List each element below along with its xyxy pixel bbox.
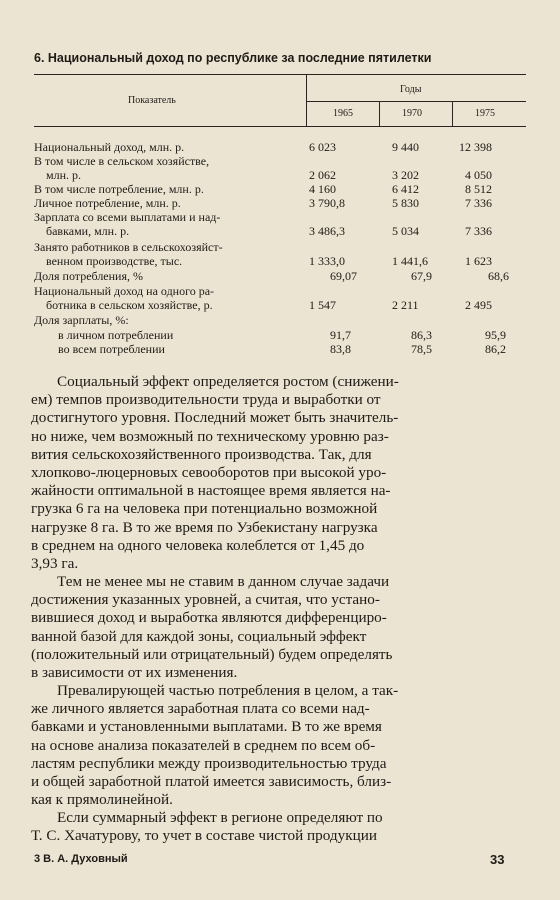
text-line: Тем не менее мы не ставим в данном случае задачи xyxy=(57,573,390,590)
cell-1970: 2 211 xyxy=(392,298,419,312)
cell-1975: 7 336 xyxy=(465,224,492,238)
text-line: Социальный эффект определяется ростом (снижени- xyxy=(57,373,399,390)
text-line: достигнутого уровня. Последний может быть значитель- xyxy=(31,409,399,427)
text-line: кая к прямолинейной. xyxy=(31,791,173,809)
row-label-cont: венном производстве, тыс. xyxy=(46,254,183,268)
page-number: 33 xyxy=(490,852,505,867)
text-line: Если суммарный эффект в регионе определяют по xyxy=(57,809,383,826)
row-label-cont: ботника в сельском хозяйстве, р. xyxy=(46,298,213,312)
cell-1970: 9 440 xyxy=(392,140,419,154)
cell-1975: 1 623 xyxy=(465,254,492,268)
signature-mark: 3 В. А. Духовный xyxy=(34,853,128,865)
text-line: же личного является заработная плата со всеми над- xyxy=(31,700,370,718)
cell-1965: 3 790,8 xyxy=(309,196,345,210)
cell-1965: 1 547 xyxy=(309,298,336,312)
cell-1975: 95,9 xyxy=(485,328,506,342)
row-label: в личном потреблении xyxy=(58,328,174,342)
cell-1965: 4 160 xyxy=(309,182,336,196)
text-line: (положительный или отрицательный) будем определять xyxy=(31,645,393,663)
row-label: Занято работников в сельскохозяйст- xyxy=(34,240,223,254)
header-divider-2 xyxy=(379,101,380,126)
row-label: Личное потребление, млн. р. xyxy=(34,196,181,210)
cell-1975: 8 512 xyxy=(465,182,492,196)
row-label: Национальный доход на одного ра- xyxy=(34,284,215,298)
table-top-rule xyxy=(34,74,526,75)
table-title: 6. Национальный доход по республике за последние пятилетки xyxy=(34,51,432,65)
row-label: Национальный доход, млн. р. xyxy=(34,140,185,154)
cell-1970: 5 830 xyxy=(392,196,419,210)
cell-1965: 6 023 xyxy=(309,140,336,154)
header-years: Годы xyxy=(400,84,422,95)
row-label: В том числе в сельском хозяйстве, xyxy=(34,154,210,168)
text-line: достижения указанных уровней, а считая, что устано- xyxy=(31,591,380,609)
cell-1975: 68,6 xyxy=(488,269,509,283)
header-divider-3 xyxy=(452,101,453,126)
cell-1965: 1 333,0 xyxy=(309,254,345,268)
cell-1970: 1 441,6 xyxy=(392,254,428,268)
text-line: 3,93 га. xyxy=(31,555,79,573)
text-line: но ниже, чем возможный по техническому уровню раз- xyxy=(31,427,389,445)
row-label: Доля зарплаты, %: xyxy=(34,313,129,327)
text-line: в среднем на одного человека колеблется от 1,45 до xyxy=(31,536,365,554)
row-label: В том числе потребление, млн. р. xyxy=(34,182,204,196)
text-line: бавками и установленными выплатами. В то же время xyxy=(31,718,382,736)
cell-1970: 6 412 xyxy=(392,182,419,196)
cell-1975: 12 398 xyxy=(459,140,492,154)
text-line: вития сельскохозяйственного производства. Так, для xyxy=(31,445,372,463)
header-divider-1 xyxy=(306,74,307,126)
cell-1965: 91,7 xyxy=(330,328,351,342)
text-line: ластям республики между производительностью труда xyxy=(31,754,387,772)
text-line: нагрузке 8 га. В то же время по Узбекистану нагрузка xyxy=(31,518,378,536)
paragraph-3 xyxy=(31,682,521,809)
row-label: во всем потреблении xyxy=(58,342,165,356)
header-bottom-rule xyxy=(34,126,526,127)
header-year-1975: 1975 xyxy=(475,108,495,119)
paragraph-2 xyxy=(31,573,521,682)
header-indicator: Показатель xyxy=(128,95,176,106)
text-line: ем) темпов производительности труда и выработки от xyxy=(31,391,381,409)
cell-1965: 69,07 xyxy=(330,269,357,283)
text-line: Превалирующей частью потребления в целом, а так- xyxy=(57,682,399,699)
cell-1975: 4 050 xyxy=(465,168,492,182)
cell-1970: 3 202 xyxy=(392,168,419,182)
cell-1975: 86,2 xyxy=(485,342,506,356)
cell-1965: 2 062 xyxy=(309,168,336,182)
cell-1965: 83,8 xyxy=(330,342,351,356)
cell-1975: 7 336 xyxy=(465,196,492,210)
years-subrule xyxy=(306,101,526,102)
paragraph-4 xyxy=(31,809,521,845)
cell-1970: 86,3 xyxy=(411,328,432,342)
header-year-1970: 1970 xyxy=(402,108,422,119)
row-label-cont: млн. р. xyxy=(46,168,82,182)
text-line: хлопково-люцерновых севооборотов при высокой уро- xyxy=(31,464,387,482)
row-label: Доля потребления, % xyxy=(34,269,143,283)
cell-1970: 67,9 xyxy=(411,269,432,283)
cell-1970: 5 034 xyxy=(392,224,419,238)
text-line: вившиеся доход и выработка являются дифференциро- xyxy=(31,609,387,627)
row-label-cont: бавками, млн. р. xyxy=(46,224,130,238)
text-line: ванной базой для каждой зоны, социальный эффект xyxy=(31,627,367,645)
row-label: Зарплата со всеми выплатами и над- xyxy=(34,210,221,224)
cell-1970: 78,5 xyxy=(411,342,432,356)
paragraph-1 xyxy=(31,373,521,573)
text-line: в зависимости от их изменения. xyxy=(31,664,238,682)
text-line: на основе анализа показателей в среднем по всем об- xyxy=(31,736,376,754)
text-line: грузка 6 га на человека при потенциально возможной xyxy=(31,500,378,518)
text-line: и общей заработной платой имеется зависимость, близ- xyxy=(31,773,392,791)
cell-1975: 2 495 xyxy=(465,298,492,312)
text-line: Т. С. Хачатурову, то учет в составе чистой продукции xyxy=(31,827,377,845)
header-year-1965: 1965 xyxy=(333,108,353,119)
text-line: жайности оптимальной в настоящее время является на- xyxy=(31,482,391,500)
cell-1965: 3 486,3 xyxy=(309,224,345,238)
